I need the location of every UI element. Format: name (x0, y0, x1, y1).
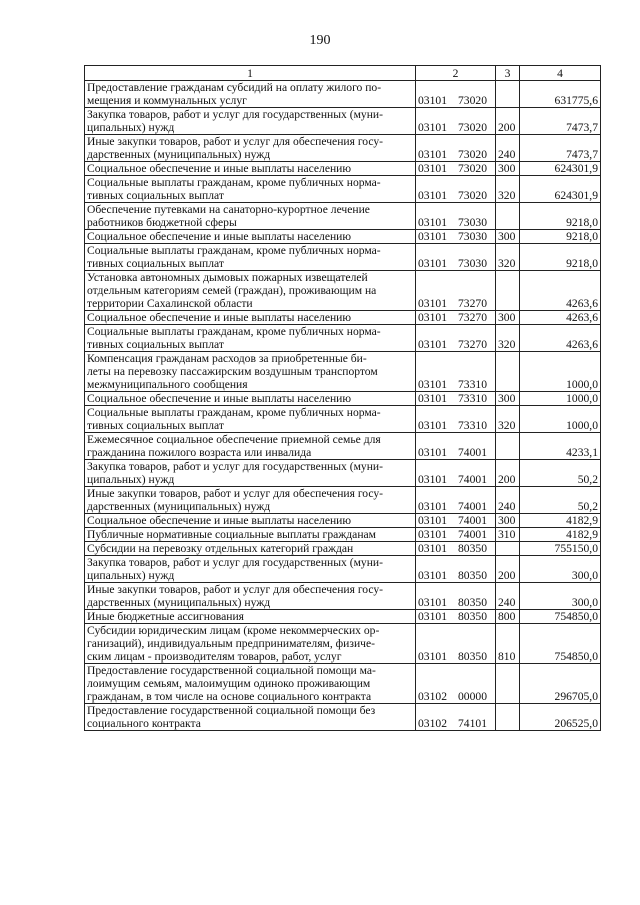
row-expense-type: 300 (496, 392, 520, 406)
row-name-line: ципальных) нужд (87, 473, 175, 486)
table-row (85, 556, 601, 583)
row-sum: 296705,0 (520, 664, 601, 704)
row-code-section: 03101 (418, 392, 447, 405)
row-name-line: Субсидии на перевозку отдельных категорий граждан (87, 542, 354, 555)
row-name-line: леты на перевозку пассажирским воздушным транспортом (87, 365, 378, 378)
row-sum: 300,0 (520, 556, 601, 583)
row-code-target: 73020 (458, 94, 487, 107)
row-code-section: 03101 (418, 446, 447, 459)
row-name-line: Иные закупки товаров, работ и услуг для обеспечения госу- (87, 487, 384, 500)
row-code-section: 03101 (418, 230, 447, 243)
row-sum: 9218,0 (520, 230, 601, 244)
row-code-target: 80350 (458, 610, 487, 623)
row-name (85, 176, 416, 203)
row-name (85, 487, 416, 514)
row-code-target: 73270 (458, 297, 487, 310)
table-row (85, 583, 601, 610)
row-code-target: 73020 (458, 189, 487, 202)
row-expense-type (496, 664, 520, 704)
row-name-line: межмуниципального сообщения (87, 378, 248, 391)
page-number: 190 (309, 33, 331, 48)
row-code-target: 74101 (458, 717, 487, 730)
row-code-target: 73020 (458, 148, 487, 161)
row-code (416, 610, 496, 624)
row-name-line: лоимущим семьям, малоимущим одиноко проживающим (87, 677, 371, 690)
row-code (416, 704, 496, 731)
row-expense-type (496, 271, 520, 311)
row-code-target: 80350 (458, 569, 487, 582)
row-name-line: Предоставление государственной социальной помощи без (87, 704, 376, 717)
row-code (416, 311, 496, 325)
row-name-line: работников бюджетной сферы (87, 216, 237, 229)
row-name (85, 528, 416, 542)
row-name (85, 203, 416, 230)
row-name (85, 514, 416, 528)
row-code (416, 664, 496, 704)
row-code (416, 528, 496, 542)
row-expense-type: 240 (496, 135, 520, 162)
row-code (416, 583, 496, 610)
row-expense-type (496, 81, 520, 108)
row-name-line: тивных социальных выплат (87, 257, 224, 270)
row-expense-type (496, 704, 520, 731)
row-expense-type: 320 (496, 325, 520, 352)
table-body (85, 81, 601, 731)
row-sum: 754850,0 (520, 624, 601, 664)
row-name-line: Социальные выплаты гражданам, кроме публичных норма- (87, 244, 381, 257)
row-name (85, 108, 416, 135)
row-code (416, 81, 496, 108)
row-code-target: 80350 (458, 650, 487, 663)
row-name-line: территории Сахалинской области (87, 297, 253, 310)
row-name-line: Иные закупки товаров, работ и услуг для обеспечения госу- (87, 583, 384, 596)
row-sum: 755150,0 (520, 542, 601, 556)
row-name (85, 311, 416, 325)
row-name-line: тивных социальных выплат (87, 419, 224, 432)
table-row (85, 460, 601, 487)
row-code-section: 03101 (418, 569, 447, 582)
row-name (85, 392, 416, 406)
row-expense-type: 300 (496, 162, 520, 176)
row-code (416, 556, 496, 583)
row-name-line: отдельным категориям семей (граждан), проживающим на (87, 284, 377, 297)
table-row (85, 392, 601, 406)
table-row (85, 135, 601, 162)
row-code-target: 73310 (458, 378, 487, 391)
row-code-section: 03101 (418, 216, 447, 229)
row-sum: 50,2 (520, 460, 601, 487)
row-name-line: Ежемесячное социальное обеспечение приемной семье для (87, 433, 381, 446)
row-sum: 4263,6 (520, 325, 601, 352)
row-code (416, 542, 496, 556)
row-name (85, 352, 416, 392)
row-code-target: 73030 (458, 216, 487, 229)
row-name-line: Иные бюджетные ассигнования (87, 610, 244, 623)
row-code (416, 108, 496, 135)
row-code-section: 03101 (418, 528, 447, 541)
table-row (85, 108, 601, 135)
row-name (85, 624, 416, 664)
row-name (85, 135, 416, 162)
row-code-section: 03101 (418, 162, 447, 175)
row-code (416, 514, 496, 528)
row-code-target: 80350 (458, 596, 487, 609)
row-expense-type: 300 (496, 514, 520, 528)
row-code-section: 03101 (418, 189, 447, 202)
row-sum: 4182,9 (520, 514, 601, 528)
row-expense-type: 310 (496, 528, 520, 542)
row-sum: 7473,7 (520, 108, 601, 135)
row-expense-type: 320 (496, 244, 520, 271)
row-code (416, 352, 496, 392)
row-sum: 624301,9 (520, 176, 601, 203)
row-name-line: Компенсация гражданам расходов за приобретенные би- (87, 352, 367, 365)
row-name-line: Социальное обеспечение и иные выплаты населению (87, 392, 352, 405)
row-code (416, 460, 496, 487)
row-name (85, 460, 416, 487)
row-name-line: Закупка товаров, работ и услуг для государственных (муни- (87, 460, 383, 473)
row-name-line: мещения и коммунальных услуг (87, 94, 247, 107)
row-code-section: 03101 (418, 94, 447, 107)
row-code-section: 03101 (418, 610, 447, 623)
row-sum: 1000,0 (520, 392, 601, 406)
row-expense-type: 200 (496, 460, 520, 487)
row-name-line: Закупка товаров, работ и услуг для государственных (муни- (87, 108, 383, 121)
row-code-target: 74001 (458, 446, 487, 459)
table-row (85, 406, 601, 433)
row-code-target: 74001 (458, 528, 487, 541)
table-row (85, 176, 601, 203)
row-expense-type: 320 (496, 406, 520, 433)
row-expense-type (496, 203, 520, 230)
row-name-line: тивных социальных выплат (87, 189, 224, 202)
row-name (85, 610, 416, 624)
row-code (416, 162, 496, 176)
row-name (85, 325, 416, 352)
row-expense-type: 200 (496, 556, 520, 583)
row-name-line: дарственных (муниципальных) нужд (87, 500, 271, 513)
row-name-line: ципальных) нужд (87, 121, 175, 134)
row-name-line: Предоставление государственной социальной помощи ма- (87, 664, 376, 677)
row-expense-type (496, 352, 520, 392)
row-name-line: ским лицам - производителям товаров, работ, услуг (87, 650, 342, 663)
row-sum: 9218,0 (520, 244, 601, 271)
row-code-target: 73030 (458, 230, 487, 243)
row-expense-type: 300 (496, 230, 520, 244)
row-code-section: 03101 (418, 473, 447, 486)
row-code-section: 03101 (418, 311, 447, 324)
row-code-target: 73310 (458, 419, 487, 432)
row-name-line: Социальное обеспечение и иные выплаты населению (87, 514, 352, 527)
row-code-section: 03102 (418, 690, 447, 703)
row-expense-type (496, 542, 520, 556)
row-name-line: Социальное обеспечение и иные выплаты населению (87, 311, 352, 324)
row-name-line: ципальных) нужд (87, 569, 175, 582)
row-code-target: 74001 (458, 500, 487, 513)
row-sum: 1000,0 (520, 406, 601, 433)
table-row (85, 203, 601, 230)
row-code-target: 00000 (458, 690, 487, 703)
row-code-section: 03101 (418, 419, 447, 432)
row-name-line: Предоставление гражданам субсидий на оплату жилого по- (87, 81, 382, 94)
row-code-target: 73030 (458, 257, 487, 270)
row-code (416, 244, 496, 271)
row-name-line: Иные закупки товаров, работ и услуг для обеспечения госу- (87, 135, 384, 148)
row-sum: 4182,9 (520, 528, 601, 542)
table-row (85, 311, 601, 325)
row-expense-type (496, 433, 520, 460)
table-row (85, 514, 601, 528)
row-expense-type: 800 (496, 610, 520, 624)
column-header-type: 3 (496, 66, 520, 81)
row-name-line: Социальные выплаты гражданам, кроме публичных норма- (87, 176, 381, 189)
row-sum: 4263,6 (520, 311, 601, 325)
row-code-target: 80350 (458, 542, 487, 555)
column-header-code: 2 (416, 66, 496, 81)
table-row (85, 542, 601, 556)
table-row (85, 610, 601, 624)
row-code-section: 03102 (418, 717, 447, 730)
row-name-line: Обеспечение путевками на санаторно-курортное лечение (87, 203, 370, 216)
table-row (85, 487, 601, 514)
row-sum: 4233,1 (520, 433, 601, 460)
row-name-line: дарственных (муниципальных) нужд (87, 148, 271, 161)
row-code-target: 73020 (458, 121, 487, 134)
row-sum: 300,0 (520, 583, 601, 610)
row-code-section: 03101 (418, 338, 447, 351)
row-code-section: 03101 (418, 514, 447, 527)
row-expense-type: 240 (496, 583, 520, 610)
row-code-section: 03101 (418, 297, 447, 310)
row-code-section: 03101 (418, 596, 447, 609)
row-name-line: дарственных (муниципальных) нужд (87, 596, 271, 609)
row-name-line: социального контракта (87, 717, 201, 730)
table-row (85, 271, 601, 311)
row-name-line: Субсидии юридическим лицам (кроме некоммерческих ор- (87, 624, 380, 637)
row-sum: 624301,9 (520, 162, 601, 176)
row-sum: 7473,7 (520, 135, 601, 162)
row-code-section: 03101 (418, 257, 447, 270)
row-expense-type: 240 (496, 487, 520, 514)
row-code (416, 487, 496, 514)
row-code (416, 135, 496, 162)
row-name-line: Социальное обеспечение и иные выплаты населению (87, 162, 352, 175)
row-code-target: 74001 (458, 514, 487, 527)
header-row (85, 66, 601, 81)
row-code-target: 74001 (458, 473, 487, 486)
row-name (85, 433, 416, 460)
row-name-line: Социальное обеспечение и иные выплаты населению (87, 230, 352, 243)
table-row (85, 244, 601, 271)
table-row (85, 162, 601, 176)
row-code-section: 03101 (418, 148, 447, 161)
table-row (85, 433, 601, 460)
row-code (416, 392, 496, 406)
table-row (85, 352, 601, 392)
row-sum: 9218,0 (520, 203, 601, 230)
table-row (85, 664, 601, 704)
budget-table (84, 65, 601, 731)
row-code (416, 325, 496, 352)
row-name (85, 664, 416, 704)
row-code (416, 176, 496, 203)
table-row (85, 704, 601, 731)
row-code (416, 271, 496, 311)
row-name-line: Социальные выплаты гражданам, кроме публичных норма- (87, 325, 381, 338)
row-name (85, 556, 416, 583)
row-name (85, 81, 416, 108)
table-row (85, 624, 601, 664)
row-expense-type: 200 (496, 108, 520, 135)
column-header-name: 1 (85, 66, 416, 81)
row-code (416, 406, 496, 433)
table-row (85, 528, 601, 542)
row-name-line: Социальные выплаты гражданам, кроме публичных норма- (87, 406, 381, 419)
row-expense-type: 810 (496, 624, 520, 664)
row-code (416, 230, 496, 244)
row-code-section: 03101 (418, 650, 447, 663)
row-name (85, 542, 416, 556)
row-name-line: гражданина пожилого возраста или инвалида (87, 446, 312, 459)
row-code-section: 03101 (418, 542, 447, 555)
row-expense-type: 300 (496, 311, 520, 325)
table-row (85, 325, 601, 352)
row-code-section: 03101 (418, 378, 447, 391)
row-name (85, 244, 416, 271)
row-name-line: гражданам, в том числе на основе социального контракта (87, 690, 372, 703)
row-code-section: 03101 (418, 500, 447, 513)
table-row (85, 81, 601, 108)
row-name-line: Закупка товаров, работ и услуг для государственных (муни- (87, 556, 383, 569)
row-name (85, 704, 416, 731)
table-row (85, 230, 601, 244)
row-name-line: ганизаций), индивидуальным предпринимателям, физиче- (87, 637, 376, 650)
row-sum: 754850,0 (520, 610, 601, 624)
row-name (85, 583, 416, 610)
row-name-line: Установка автономных дымовых пожарных извещателей (87, 271, 368, 284)
row-code-section: 03101 (418, 121, 447, 134)
row-code (416, 433, 496, 460)
row-name (85, 406, 416, 433)
row-code (416, 203, 496, 230)
row-name (85, 230, 416, 244)
row-expense-type: 320 (496, 176, 520, 203)
row-code-target: 73270 (458, 311, 487, 324)
row-sum: 631775,6 (520, 81, 601, 108)
column-header-sum: 4 (520, 66, 601, 81)
row-sum: 50,2 (520, 487, 601, 514)
row-code-target: 73020 (458, 162, 487, 175)
row-code (416, 624, 496, 664)
row-name-line: Публичные нормативные социальные выплаты гражданам (87, 528, 376, 541)
row-code-target: 73310 (458, 392, 487, 405)
row-name (85, 162, 416, 176)
row-sum: 1000,0 (520, 352, 601, 392)
row-code-target: 73270 (458, 338, 487, 351)
row-name (85, 271, 416, 311)
row-name-line: тивных социальных выплат (87, 338, 224, 351)
row-sum: 206525,0 (520, 704, 601, 731)
row-sum: 4263,6 (520, 271, 601, 311)
